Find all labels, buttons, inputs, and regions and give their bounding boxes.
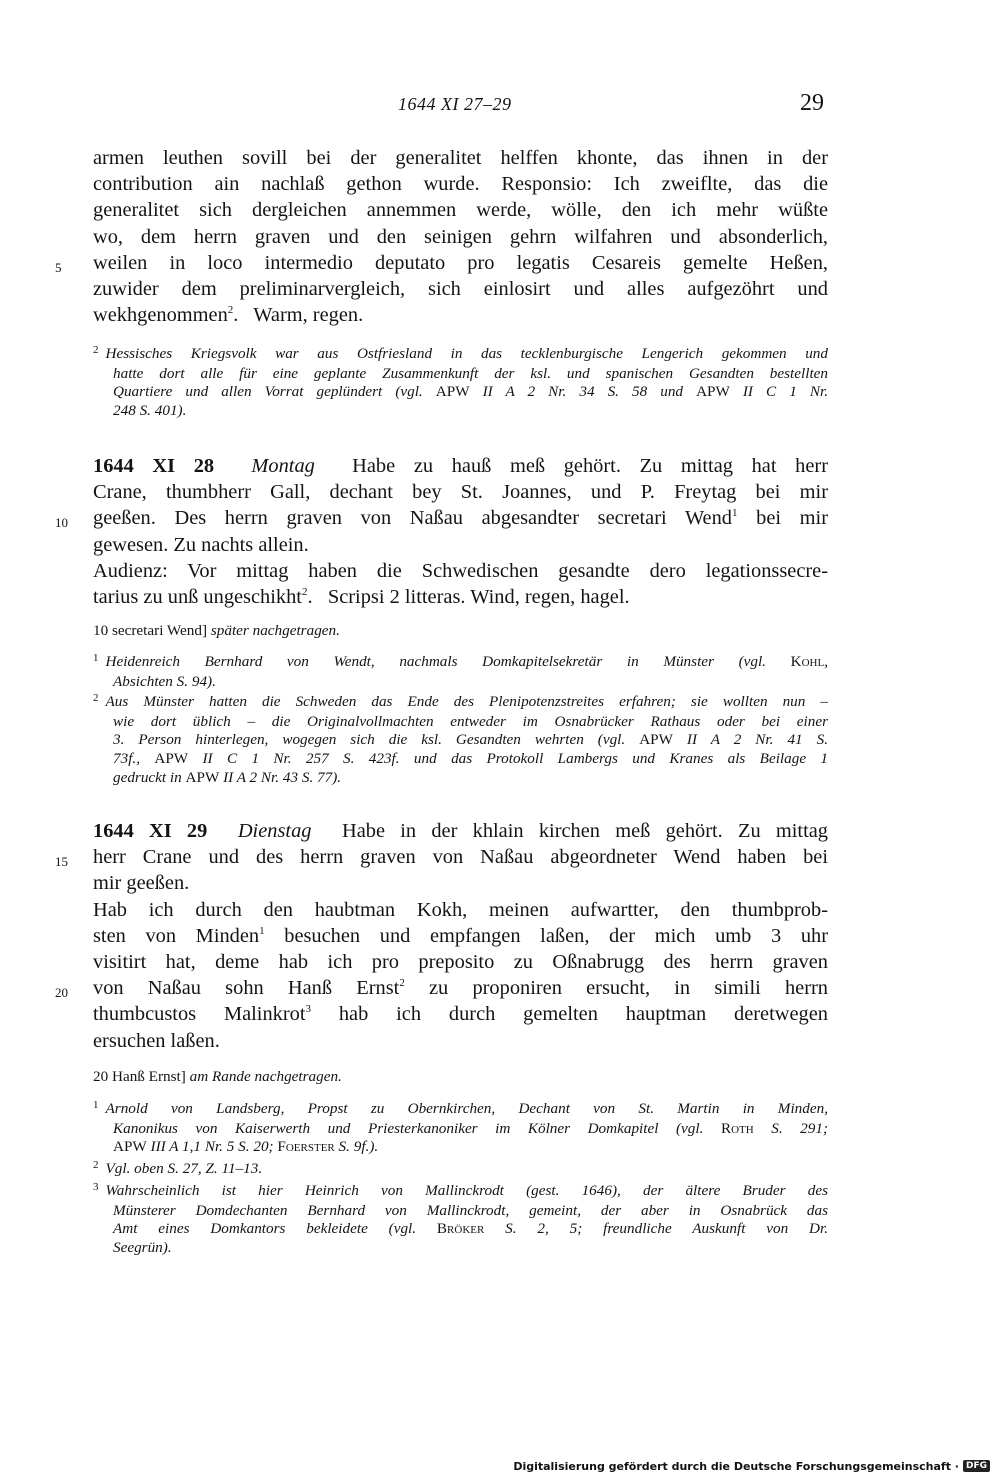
text-line: 5 weilen in loco intermedio deputato pro legatis Cesareis gemelte Heßen,: [93, 250, 828, 276]
footnote: $^3$ Wahrscheinlich ist hier Heinrich von Mallinckrodt (gest. 1646), der ältere Bruder des Münsterer Domdechanten Bernhard von Mallinckrodt, gemeint, der aber in Osnabrück das Amt eines Domkantors bekleidete (vgl. Bröker S. 2, 5; freundliche Auskunft von Dr. Seegrün).: [93, 1181, 829, 1257]
page-number: 29: [800, 90, 824, 116]
line-number: 20: [55, 985, 68, 1001]
text-line: Hab ich durch den haubtman Kokh, meinen aufwartter, den thumbprob-: [93, 898, 828, 921]
text-line: ersuchen laßen.: [93, 1029, 220, 1052]
text-line: 1644 XI 29 Dienstag Habe in der khlain kirchen meß gehört. Zu mittag: [93, 820, 829, 842]
footnote-marker: 2: [93, 344, 99, 356]
text-line: armen leuthen sovill bei der generalitet helffen khonte, das ihnen in der: [93, 147, 828, 169]
line-number: 15: [55, 854, 68, 870]
footnote-ref: 3: [305, 1003, 311, 1016]
text-line: sten von Minden$^1$ besuchen und empfangen laßen, der mich umb 3 uhr: [93, 924, 828, 947]
line-number: 5: [55, 259, 62, 275]
running-head: 1644 XI 27–29: [398, 94, 512, 114]
footnote-ref: 1: [732, 507, 738, 520]
footnote-marker: 1: [93, 652, 99, 664]
text-line: 20 von Naßau sohn Hanß Ernst$^2$ zu proponiren ersucht, in simili herrn: [93, 975, 828, 1001]
text-line: mir geeßen.: [93, 872, 190, 895]
footnote: $^2$ Vgl. oben S. 27, Z. 11–13.: [93, 1159, 263, 1177]
line-number: 10: [55, 515, 68, 531]
text-line: gewesen. Zu nachts allein.: [93, 533, 309, 556]
text-line: 1644 XI 28 Montag Habe zu hauß meß gehört. Zu mittag hat herr: [93, 455, 828, 477]
footnote: $^1$ Heidenreich Bernhard von Wendt, nachmals Domkapitelsekretär in Münster (vgl. Kohl, Absichten S. 94).: [93, 652, 828, 690]
footnote-marker: 2: [93, 692, 99, 704]
variant-note: 10 secretari Wend] später nachgetragen.: [93, 622, 340, 639]
text-line: generalitet sich dergleichen annemmen werde, wölle, den ich mehr wüßte: [93, 199, 828, 222]
entry-date: 1644 XI 29: [93, 820, 208, 842]
text-line: tarius zu unß ungeschikht$^2$. Scripsi 2 litteras. Wind, regen, hagel.: [93, 586, 630, 609]
text-line: Crane, thumbherr Gall, dechant bey St. Joannes, und P. Freytag bei mir: [93, 481, 828, 504]
footnote-ref: 1: [259, 925, 265, 938]
variant-note: 20 Hanß Ernst] am Rande nachgetragen.: [93, 1068, 342, 1085]
entry-date: 1644 XI 28: [93, 455, 215, 477]
footnote: $^1$ Arnold von Landsberg, Propst zu Obernkirchen, Dechant von St. Martin in Minden, Kanonikus von Kaiserwerth und Priesterkanoniker im Kölner Domkapitel (vgl. Roth S. 291; APW III A 1,1 Nr. 5 S. 20; Foerster S. 9f.).: [93, 1099, 829, 1156]
diary-entry-29: [55, 818, 829, 1054]
dfg-logo: DFG: [963, 1460, 990, 1472]
footnote: $^2$ Aus Münster hatten die Schweden das Ende des Plenipotenzstreites erfahren; sie wollten nun – wie dort üblich – die Originalvollmachten entweder im Osnabrücker Rathaus oder bei einer 3. Person hinterlegen, wogegen sich die ksl. Gesandten wehrten (vgl. APW II A 2 Nr. 41 S. 73f., APW II C 1 Nr. 257 S. 423f. und das Protokoll Lambergs und Kranes als Beilage 1 gedruckt in APW II A 2 Nr. 43 S. 77).: [93, 692, 829, 786]
footnote: $^2$ Hessisches Kriegsvolk war aus Ostfriesland in das tecklenburgische Lengerich gekommen und hatte dort alle für eine geplante Zusammenkunft der ksl. und spanischen Gesandten bestellten Quartiere und allen Vorrat geplündert (vgl. APW II A 2 Nr. 34 S. 58 und APW II C 1 Nr. 248 S. 401).: [93, 344, 828, 420]
text-line: wo, dem herrn graven und den seinigen gehrn wilfahren und absonderlich,: [93, 225, 828, 248]
text-line: wekhgenommen$^2$. Warm, regen.: [93, 304, 364, 327]
footnote-ref: 2: [399, 977, 405, 990]
text-line: zuwider dem preliminarvergleich, sich einlosirt und alles aufgezöhrt und: [93, 278, 828, 301]
footnote-ref: 2: [227, 304, 234, 317]
footnote-marker: 2: [93, 1159, 99, 1171]
diary-entry-28: [55, 453, 828, 610]
footnote-ref: 2: [301, 586, 308, 599]
text-line: thumbcustos Malinkrot$^3$ hab ich durch gemelten hauptman deretwegen: [93, 1003, 828, 1026]
text-line: 10 geeßen. Des herrn graven von Naßau abgesandter secretari Wend$^1$ bei mir: [93, 505, 828, 531]
text-line: 15 herr Crane und des herrn graven von Naßau abgeordneter Wend haben bei: [93, 844, 828, 870]
entry-weekday: Dienstag: [237, 820, 312, 842]
page-header: [0, 90, 1000, 120]
text-line: visitirt hat, deme hab ich pro preposito zu Oßnabrugg des herrn graven: [93, 951, 828, 974]
text-line: contribution ain nachlaß gethon wurde. Responsio: Ich zweiflte, das die: [93, 173, 828, 196]
footnote-marker: 3: [93, 1181, 99, 1193]
continuation-paragraph: [55, 145, 828, 328]
funding-credit: [513, 1458, 990, 1474]
funding-credit-text: Digitalisierung gefördert durch die Deutsche Forschungsgemeinschaft ·: [513, 1459, 959, 1473]
footnote-marker: 1: [93, 1099, 99, 1111]
entry-weekday: Montag: [251, 455, 315, 477]
text-line: Audienz: Vor mittag haben die Schwedischen gesandte dero legationssecre-: [93, 559, 828, 582]
